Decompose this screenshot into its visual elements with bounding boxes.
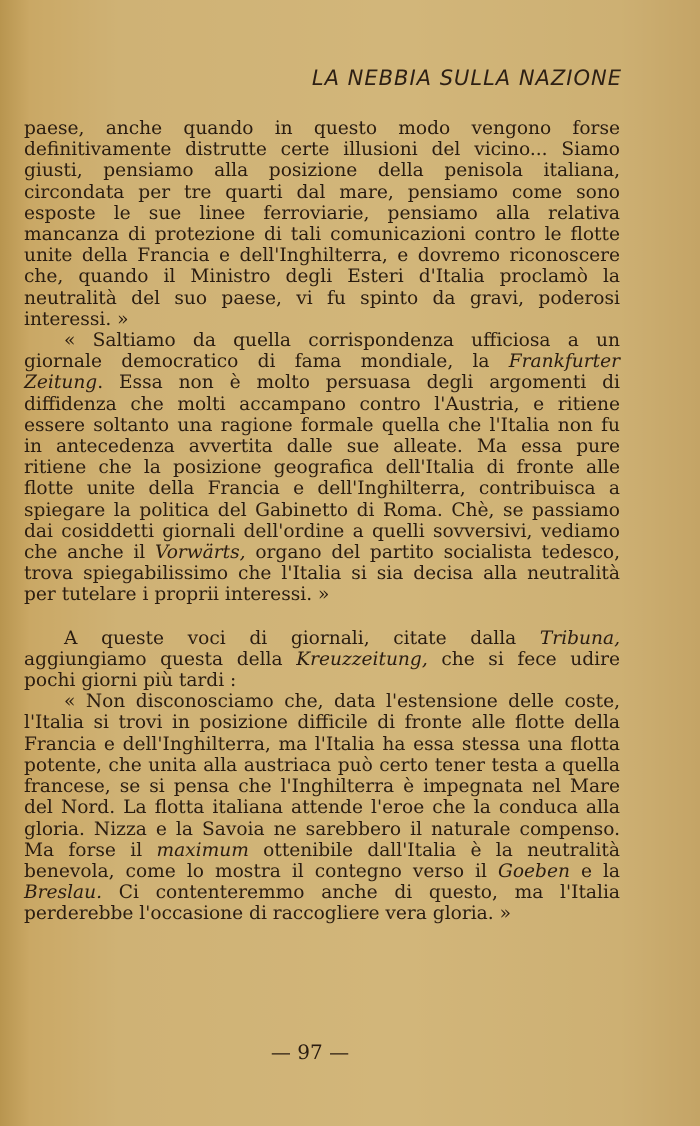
- paragraph-text: ottenibile dall'Italia è la neutralità benevola, come lo mostra il contegno verso il: [24, 839, 620, 882]
- italic-title: Tribuna,: [539, 627, 620, 649]
- paragraph: [24, 118, 620, 330]
- paragraph-text: Ci contenteremmo anche di questo, ma l'Italia perderebbe l'occasione di raccogliere vera gloria. »: [24, 882, 620, 925]
- italic-title: Kreuzzeitung,: [296, 648, 428, 670]
- paragraph-text: « Non disconosciamo che, data l'estensione delle coste, l'Italia si trovi in posizione difficile di fronte alle flotte della Francia e dell'Inghilterra, ma l'Italia ha essa stessa una flotta potente, che unita alla austriaca può certo tener testa a quella francese, se si pensa che l'Inghilterra è impegnata nel Mare del Nord. La flotta italiana attende l'eroe che la conduca alla gloria. Nizza e la Savoia ne sarebbero il naturale compenso. Ma forse il: [24, 691, 620, 861]
- italic-title: Vorwärts,: [154, 542, 246, 564]
- paragraph-text: A queste voci di giornali, citate dalla: [64, 627, 540, 649]
- paragraph-text: . Essa non è molto persuasa degli argomenti di diffidenza che molti accampano contro l'Austria, e ritiene essere soltanto una ragione formale quella che l'Italia non fu in antecedenza avvertita dalle sue alleate. Ma essa pure ritiene che la posizione geografica dell'Italia di fronte alle flotte unite della Francia e dell'Inghilterra, contribuisca a spiegare la politica del Gabinetto di Roma. Chè, se passiamo dai cosiddetti giornali dell'ordine a quelli sovversivi, vediamo che anche il: [24, 372, 620, 564]
- paragraph-text: che si fece udire pochi giorni più tardi :: [24, 648, 620, 692]
- running-head: LA NEBBIA SULLA NAZIONE: [311, 66, 622, 90]
- paragraph: [24, 330, 620, 606]
- italic-title: maximum: [156, 839, 249, 861]
- body-text: [24, 118, 620, 925]
- paragraph-text: e la: [569, 860, 621, 882]
- italic-title: Frankfurter Zeitung: [24, 351, 620, 394]
- paragraph: [24, 691, 620, 924]
- paragraph-text: « Saltiamo da quella corrispondenza ufficiosa a un giornale democratico di fama mondiale, la: [24, 330, 620, 373]
- italic-title: Breslau.: [24, 882, 103, 904]
- paragraph-text: organo del partito socialista tedesco, trova spiegabilissimo che l'Italia si sia decisa alla neutralità per tutelare i proprii interessi. »: [24, 542, 620, 606]
- italic-title: Goeben: [497, 860, 570, 882]
- paragraph-text: paese, anche quando in questo modo vengono forse definitivamente distrutte certe illusioni del vicino... Siamo giusti, pensiamo alla posizione della penisola italiana, circondata per tre quarti dal mare, pensiamo come sono esposte le sue linee ferroviarie, pensiamo alla relativa mancanza di protezione di tali comunicazioni contro le flotte unite della Francia e dell'Inghilterra, e dovremo riconoscere che, quando il Ministro degli Esteri d'Italia proclamò la neutralità del suo paese, vi fu spinto da gravi, poderosi interessi. »: [24, 118, 620, 330]
- paragraph-text: aggiungiamo questa della: [24, 648, 297, 670]
- page-number: — 97 —: [270, 1040, 350, 1064]
- paragraph: [24, 628, 620, 692]
